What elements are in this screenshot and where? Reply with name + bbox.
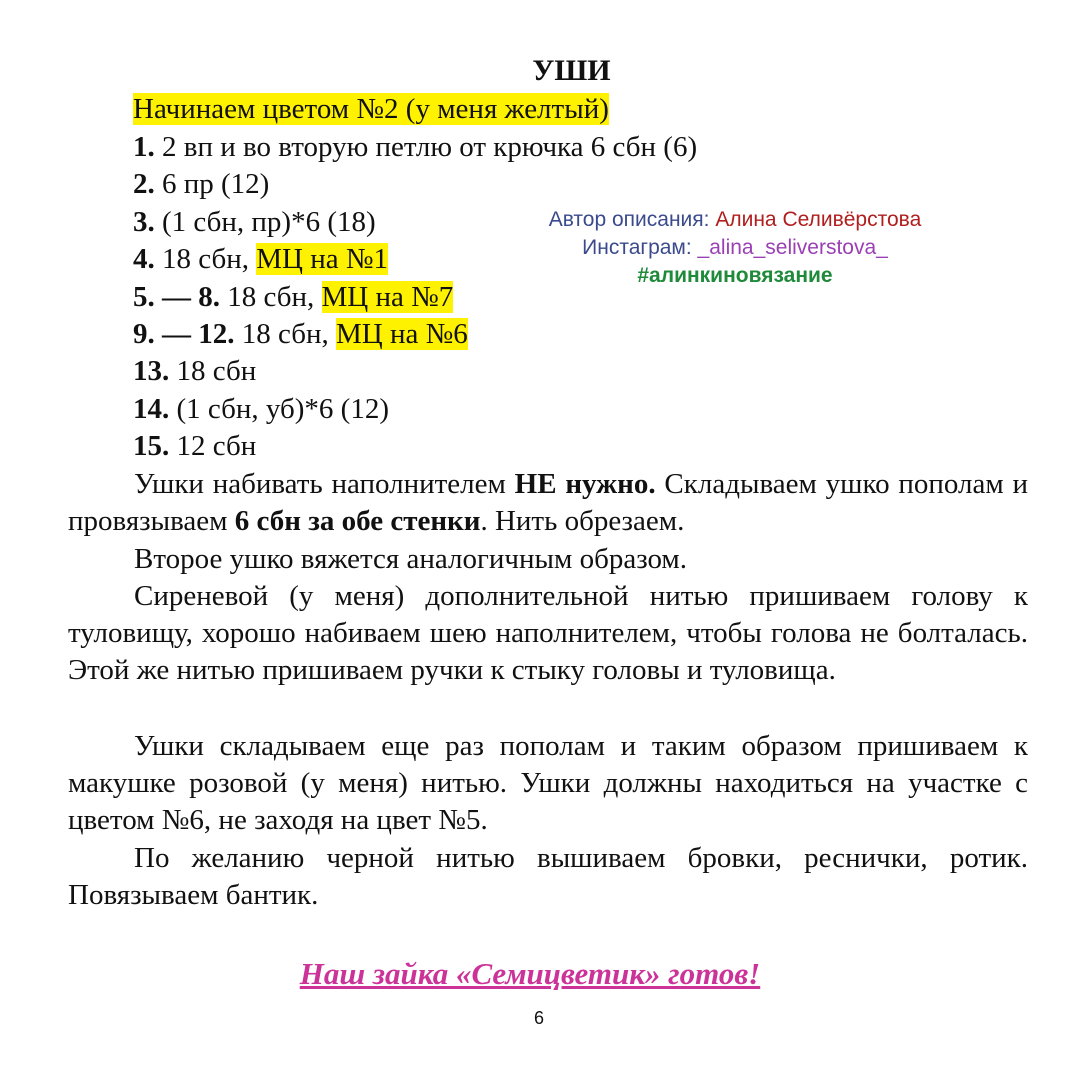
p1-not-needed: НЕ нужно.	[514, 468, 656, 500]
page-number: 6	[533, 1008, 544, 1028]
row-text: 6 пр (12)	[162, 168, 270, 200]
p1-part-a: Ушки набивать наполнителем	[134, 468, 515, 500]
row-text: 18 сбн,	[227, 281, 315, 313]
author-credits	[510, 206, 960, 290]
instagram-label: Инстаграм:	[582, 236, 692, 259]
row-number: 15.	[133, 430, 170, 462]
pattern-row	[133, 353, 256, 389]
p1-part-e: . Нить обрезаем.	[480, 505, 685, 537]
paragraph-sew-head: Сиреневой (у меня) дополнительной нитью пришиваем голову к туловищу, хорошо набиваем шею наполнителем, чтобы голова не болталась. Этой же нитью пришиваем ручки к стыку головы и туловища.	[68, 580, 1028, 686]
instagram-line	[510, 234, 960, 262]
row-number: 13.	[133, 355, 170, 387]
instagram-handle: _alina_seliverstova_	[697, 236, 888, 259]
row-number: 3.	[133, 206, 155, 238]
paragraph-embroider: По желанию черной нитью вышиваем бровки, реснички, ротик. Повязываем бантик.	[68, 842, 1028, 911]
intro-highlight: Начинаем цветом №2 (у меня желтый)	[133, 93, 609, 125]
color-change-highlight: МЦ на №7	[321, 281, 454, 313]
hashtag: #алинкиновязание	[637, 264, 833, 287]
row-number: 14.	[133, 393, 170, 425]
row-number: 9. — 12.	[133, 318, 235, 350]
row-text: (1 сбн, пр)*6 (18)	[162, 206, 376, 238]
row-text: 2 вп и во вторую петлю от крючка 6 сбн (6)	[162, 131, 698, 163]
row-number: 2.	[133, 168, 155, 200]
pattern-row	[133, 129, 697, 165]
pattern-row	[133, 391, 389, 427]
paragraph-second-ear: Второе ушко вяжется аналогичным образом.	[134, 543, 688, 575]
pattern-row	[133, 204, 376, 240]
paragraph-stuffing	[68, 466, 1028, 540]
pattern-row	[133, 166, 269, 202]
author-name: Алина Селивёрстова	[715, 208, 922, 231]
section-title: УШИ	[532, 54, 611, 87]
row-number: 4.	[133, 243, 155, 275]
author-label: Автор описания:	[548, 208, 710, 231]
pattern-row	[133, 241, 388, 277]
color-change-highlight: МЦ на №6	[336, 318, 468, 350]
p1-part-c: Складываем ушко пополам и провязываем	[68, 468, 1028, 537]
final-message: Наш зайка «Семицветик» готов!	[299, 956, 761, 991]
row-text: 18 сбн	[176, 355, 257, 387]
row-text: 12 сбн	[176, 430, 257, 462]
pattern-row	[133, 428, 256, 464]
pattern-row	[133, 316, 468, 352]
row-text: 18 сбн,	[241, 318, 329, 350]
row-text: 18 сбн,	[162, 243, 249, 275]
row-number: 1.	[133, 131, 155, 163]
paragraph-sew-ears: Ушки складываем еще раз пополам и таким образом пришиваем к макушке розовой (у меня) нитью. Ушки должны находиться на участке с цветом №6, не заходя на цвет №5.	[68, 730, 1028, 836]
color-change-highlight: МЦ на №1	[256, 243, 389, 275]
row-number: 5. — 8.	[133, 281, 220, 313]
author-line	[510, 206, 960, 234]
row-text: (1 сбн, уб)*6 (12)	[176, 393, 390, 425]
pattern-row	[133, 279, 453, 315]
p1-both-loops: 6 сбн за обе стенки	[234, 505, 481, 537]
intro-line	[133, 91, 609, 127]
